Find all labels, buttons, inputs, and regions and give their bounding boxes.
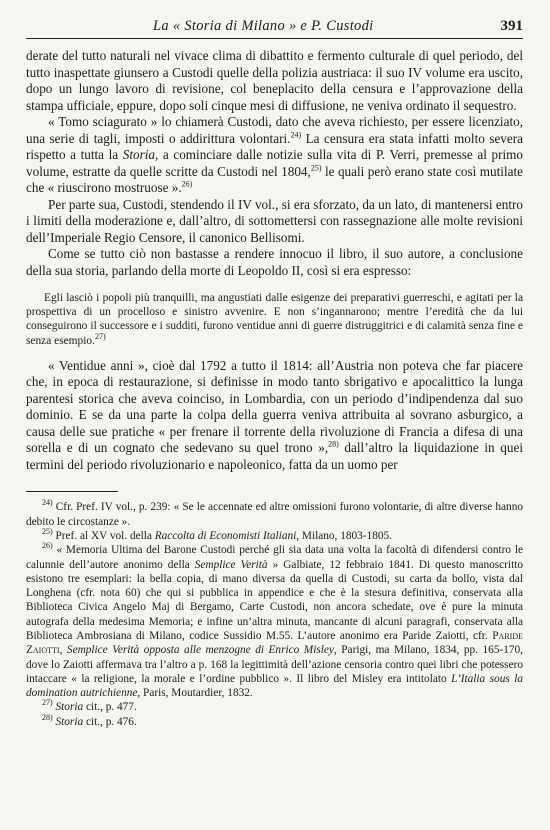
storia-title: Storia <box>122 147 155 162</box>
footnote-ref-28: 28) <box>328 439 339 449</box>
footnote-25-text-a: Pref. al XV vol. della <box>52 529 155 542</box>
block-quote <box>26 291 523 348</box>
footnote-24-text: Cfr. Pref. IV vol., p. 239: « Se le accennate ed altre omissioni furono volontarie, di altre diverse hanno debito le circostanze ». <box>26 501 523 528</box>
footnote-25-number: 25) <box>42 527 53 537</box>
paragraph-2-part-b: La censura era stata infatti molto severa rispetto a tutta la <box>26 130 523 162</box>
footnote-26-number: 26) <box>42 541 53 551</box>
footnote-27-text: cit., p. 477. <box>83 701 137 714</box>
footnote-26 <box>26 543 523 700</box>
running-title: La « Storia di Milano » e P. Custodi <box>153 18 374 34</box>
footnotes <box>26 500 523 729</box>
paragraph-2-part-d: le quali però erano state così mutilate che « riuscirono mostruose ». <box>26 163 523 195</box>
main-text-continued <box>26 358 523 474</box>
footnote-26-title-1: Semplice Verità <box>194 558 268 571</box>
paragraph-3-text: Per parte sua, Custodi, stendendo il IV vol., si era sforzato, da un lato, di mantenersi entro i limiti della moderazione e, dall’altro, di sottomettersi con rassegnazione alle molte revisioni dell’Imperiale Regio Censore, il canonico Bellisomi. <box>26 196 523 245</box>
footnote-25-title: Raccolta di Economisti Italiani <box>154 529 297 542</box>
block-quote-text: Egli lasciò i popoli più tranquilli, ma angustiati dalle esigenze dei preparativi guerreschi, e agitati per la prospettiva di un procelloso e sinistro avvenire. E non s’ingannarono; mentre l’eredità che da lui conseguirono il successore e i sudditi, furono ventidue anni di guerre distruggitrici e di calamità senza fine e senza esempio. <box>26 292 523 347</box>
footnote-28 <box>26 715 523 729</box>
footnote-28-number: 28) <box>42 713 53 722</box>
footnote-24-number: 24) <box>42 498 53 508</box>
paragraph-5-part-a: « Ventidue anni », cioè dal 1792 a tutto il 1814: all’Austria non poteva che far piacere che, in epoca di restaurazione, si definisse in modo tanto sbrigativo e apocalittico la lunga parentesi storica che aveva coinciso, in Lombardia, con un periodo d’indipendenza dal suo dominio. E se da una parte la colpa della guerra veniva attribuita al sovrano asburgico, a causa delle sue pratiche « per frenare il torrente della rivoluzione di Francia a difesa di una sorella e di un cognato che sedevano su quel trono », <box>26 357 523 456</box>
paragraph-4-text: Come se tutto ciò non bastasse a rendere innocuo il libro, il suo autore, a conclusione della sua storia, parlando della morte di Leopoldo II, così si era espresso: <box>26 246 523 278</box>
footnote-28-text: cit., p. 476. <box>83 715 137 728</box>
footnote-ref-24: 24) <box>290 130 302 140</box>
footnote-28-title: Storia <box>55 715 84 728</box>
paragraph-1-text: derate del tutto naturali nel vivace clima di dibattito e fermento culturale di quel periodo, del tutto inaspettate giunsero a Custodi quelle della polizia austriaca: il suo IV volume era uscito, dopo un lungo lavoro di revisione, col beneplacito della censura e l’approvazione della stampa ufficiale, eppure, dopo soli cinque mesi di diffusione, ne veniva ordinato il sequestro. <box>26 48 523 113</box>
paragraph-3 <box>26 197 523 247</box>
paragraph-5 <box>26 358 523 474</box>
footnote-24 <box>26 500 523 529</box>
footnote-ref-25: 25) <box>310 163 322 173</box>
footnote-26-text-b: » Galbiate, 12 febbraio 1841. Di questo manoscritto esistono tre esemplari: la bella copia, di mano diversa da quella di Custodi, su carta da bollo, vista dal Longhena (cfr. nota 60) che qui si pubblica in appendice e che è la stesura definitiva, conservata alla Biblioteca Civica Angelo Maj di Bergamo, Carte Custodi, non ancora schedate, ove è pure la minuta autografa della medesima Memoria; e infine un’altra minuta, mancante di alcuni paragrafi, conservata alla Biblioteca Ambrosiana di Milano, codice Sussidio M.55. L’autore anonimo era Paride Zaiotti, cfr. <box>26 558 523 642</box>
footnote-26-text-a: « Memoria Ultima del Barone Custodi perché gli sia data una volta la facoltà di difendersi contro le calunnie dell’autore anonimo della <box>26 544 523 571</box>
paragraph-1 <box>26 48 523 114</box>
footnote-separator <box>26 491 118 492</box>
paragraph-2 <box>26 114 523 197</box>
footnote-25-text-b: , Milano, 1803-1805. <box>296 529 392 542</box>
footnote-26-text-e: , Paris, Moutardier, 1832. <box>137 687 253 700</box>
footnote-27-number: 27) <box>42 698 53 708</box>
footnote-26-title-2: Semplice Verità opposta alle menzogne di Enrico Misley <box>66 644 334 657</box>
main-text <box>26 48 523 279</box>
paragraph-4 <box>26 246 523 279</box>
footnote-26-text-c: , <box>59 644 67 657</box>
footnote-ref-27: 27) <box>94 331 106 341</box>
page-number: 391 <box>500 18 523 34</box>
paragraph-5-part-b: dall’altro la liquidazione in quei termini del periodo rivoluzionario e napoleonico, fatta da un uomo per <box>26 440 523 472</box>
footnote-26-text-d: , Parigi, ma Milano, 1834, pp. 165-170, dove lo Zaiotti affermava tra l’altro a p. 168 la legittimità dell’azione censoria contro quei libri che potessero intaccare « la religione, la morale e l’ordine pubblico ». Il libro del Misley era intitolato <box>26 644 523 685</box>
footnote-ref-26: 26) <box>181 179 193 189</box>
footnote-26-author: Paride Zaiotti <box>26 629 523 657</box>
footnote-27-title: Storia <box>55 701 84 714</box>
footnote-27 <box>26 700 523 714</box>
footnote-25 <box>26 529 523 543</box>
page-header <box>26 0 523 39</box>
paragraph-2-part-c: , a cominciare dalle notizie sulla vita di P. Verri, premesse al primo volume, estratte da quelle scritte da Custodi nel 1804, <box>26 147 523 179</box>
footnote-26-title-3: L’Italia sous la domination autrichienne <box>26 672 523 700</box>
paragraph-2-part-a: « Tomo sciagurato » lo chiamerà Custodi, dato che aveva richiesto, per essere licenziato, una serie di tagli, imposti o addirittura volontari. <box>26 114 523 146</box>
